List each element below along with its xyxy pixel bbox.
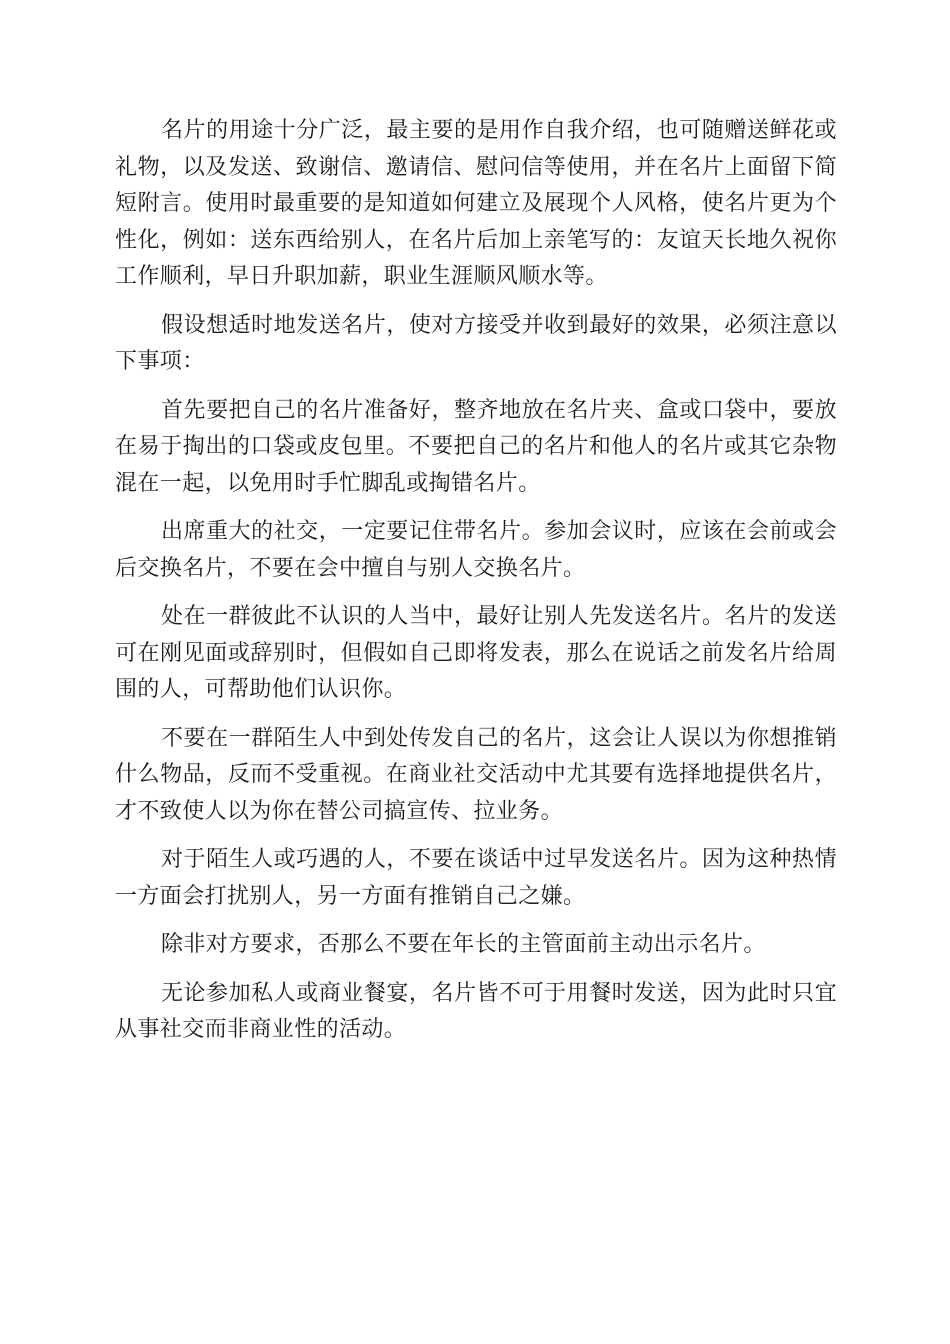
paragraph-9: 无论参加私人或商业餐宴，名片皆不可于用餐时发送，因为此时只宜从事社交而非商业性的活动。 bbox=[115, 980, 837, 1042]
paragraph-2: 假设想适时地发送名片，使对方接受并收到最好的效果，必须注意以下事项： bbox=[115, 312, 837, 374]
paragraph-4: 出席重大的社交，一定要记住带名片。参加会议时，应该在会前或会后交换名片，不要在会中擅自与别人交换名片。 bbox=[115, 519, 837, 581]
paragraph-1: 名片的用途十分广泛，最主要的是用作自我介绍，也可随赠送鲜花或礼物，以及发送、致谢信、邀请信、慰问信等使用，并在名片上面留下简短附言。使用时最重要的是知道如何建立及展现个人风格，使名片更为个性化，例如：送东西给别人，在名片后加上亲笔写的：友谊天长地久祝你工作顺利，早日升职加薪，职业生涯顺风顺水等。 bbox=[115, 118, 837, 289]
paragraph-6: 不要在一群陌生人中到处传发自己的名片，这会让人误以为你想推销什么物品，反而不受重视。在商业社交活动中尤其要有选择地提供名片，才不致使人以为你在替公司搞宣传、拉业务。 bbox=[115, 725, 837, 824]
document-body bbox=[115, 113, 837, 1061]
paragraph-3: 首先要把自己的名片准备好，整齐地放在名片夹、盒或口袋中，要放在易于掏出的口袋或皮包里。不要把自己的名片和他人的名片或其它杂物混在一起，以免用时手忙脚乱或掏错名片。 bbox=[115, 397, 837, 496]
paragraph-7: 对于陌生人或巧遇的人，不要在谈话中过早发送名片。因为这种热情一方面会打扰别人，另一方面有推销自己之嫌。 bbox=[115, 847, 837, 909]
paragraph-5: 处在一群彼此不认识的人当中，最好让别人先发送名片。名片的发送可在刚见面或辞别时，但假如自己即将发表，那么在说话之前发名片给周围的人，可帮助他们认识你。 bbox=[115, 604, 837, 702]
paragraph-8: 除非对方要求，否那么不要在年长的主管面前主动出示名片。 bbox=[161, 932, 766, 957]
